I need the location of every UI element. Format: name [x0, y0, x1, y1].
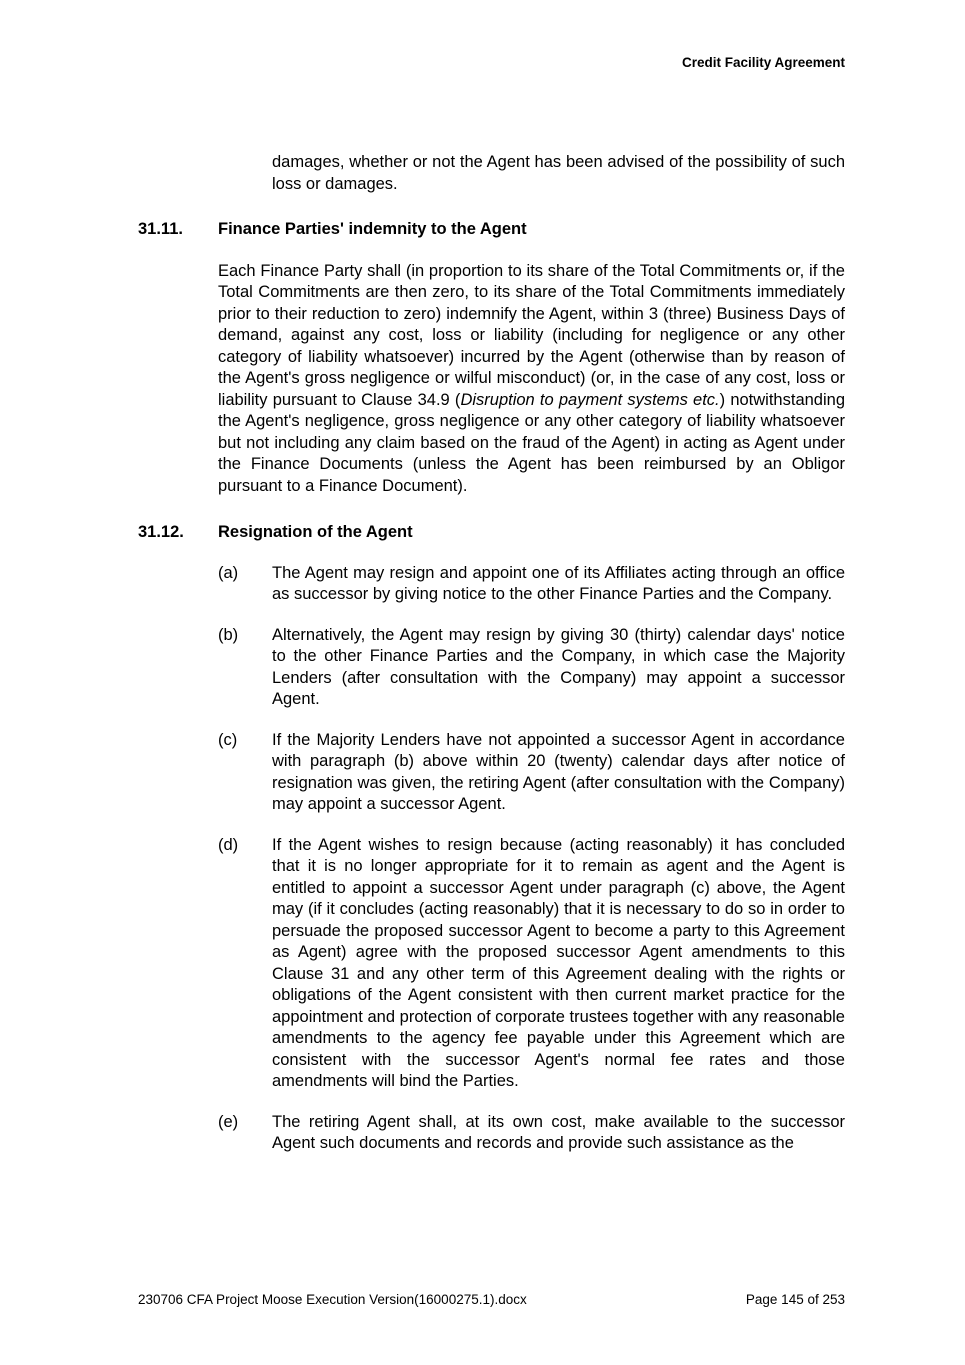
section-heading-31-11 — [138, 219, 845, 241]
section-title: Resignation of the Agent — [218, 523, 413, 541]
document-header-title: Credit Facility Agreement — [681, 55, 845, 70]
list-item-marker: (a) — [218, 563, 239, 582]
list-item-marker: (c) — [218, 730, 238, 749]
section-number: 31.11. — [138, 220, 183, 238]
list-item-b — [218, 625, 845, 711]
paragraph-text-after-italic: ) notwithstanding the Agent's negligence, gross negligence or any other category of liability whatsoever but not including any claim based on the fraud of the Agent) in acting as Agent under the Finance Documents (unless the Agent has been reimbursed by an Obligor pursuant to a Finance Document). — [218, 390, 845, 495]
list-item-marker: (d) — [218, 835, 239, 854]
section-heading-31-12 — [138, 522, 845, 544]
list-item-text: If the Agent wishes to resign because (acting reasonably) it has concluded that it is no longer appropriate for it to remain as agent and the Agent is entitled to appoint a successor Agent under paragraph (c) above, the Agent may (if it concludes (acting reasonably) that it is necessary to do so in order to persuade the proposed successor Agent to become a party to this Agreement as Agent) agree with the proposed successor Agent amendments to this Clause 31 and any other term of this Agreement dealing with the rights or obligations of the Agent consistent with then current market practice for the appointment and protection of corporate trustees together with any reasonable amendments to the agency fee payable under this Agreement which are consistent with the successor Agent's normal fee rates and those amendments will bind the Parties. — [272, 835, 845, 1090]
page-body — [138, 0, 845, 1155]
list-item-marker: (e) — [218, 1112, 239, 1131]
list-item-e — [218, 1112, 845, 1155]
list-item-c — [218, 730, 845, 816]
document-footer — [138, 1292, 845, 1307]
list-item-text: Alternatively, the Agent may resign by giving 30 (thirty) calendar days' notice to the other Finance Parties and the Company, in which case the Majority Lenders (after consultation with the Company) may appoint a successor Agent. — [272, 625, 845, 708]
continuation-paragraph: damages, whether or not the Agent has been advised of the possibility of such loss or damages. — [272, 153, 845, 193]
section-title: Finance Parties' indemnity to the Agent — [218, 220, 527, 238]
list-item-text: The retiring Agent shall, at its own cost, make available to the successor Agent such documents and records and provide such assistance as the — [272, 1112, 845, 1152]
list-item-d — [218, 835, 845, 1093]
section-number: 31.12. — [138, 523, 184, 541]
section-31-11-paragraph — [218, 261, 845, 498]
footer-page-number: Page 145 of 253 — [745, 1292, 845, 1307]
paragraph-text-before-italic: Each Finance Party shall (in proportion to its share of the Total Commitments or, if the Total Commitments are then zero, to its share of the Total Commitments immediately prior to their reduction to zero) indemnify the Agent, within 3 (three) Business Days of demand, against any cost, loss or liability (including for negligence or any other category of liability whatsoever) incurred by the Agent (otherwise than by reason of the Agent's gross negligence or wilful misconduct) (or, in the case of any cost, loss or liability pursuant to Clause 34.9 ( — [218, 261, 845, 409]
list-item-text: If the Majority Lenders have not appointed a successor Agent in accordance with paragraph (b) above within 20 (twenty) calendar days after notice of resignation was given, the retiring Agent (after consultation with the Company) may appoint a successor Agent. — [272, 730, 845, 813]
italic-clause-reference: Disruption to payment systems etc. — [460, 390, 720, 409]
list-item-a — [218, 563, 845, 606]
list-item-marker: (b) — [218, 625, 239, 644]
footer-filename: 230706 CFA Project Moose Execution Version(16000275.1).docx — [138, 1292, 527, 1307]
list-item-text: The Agent may resign and appoint one of its Affiliates acting through an office as successor by giving notice to the other Finance Parties and the Company. — [272, 563, 845, 603]
